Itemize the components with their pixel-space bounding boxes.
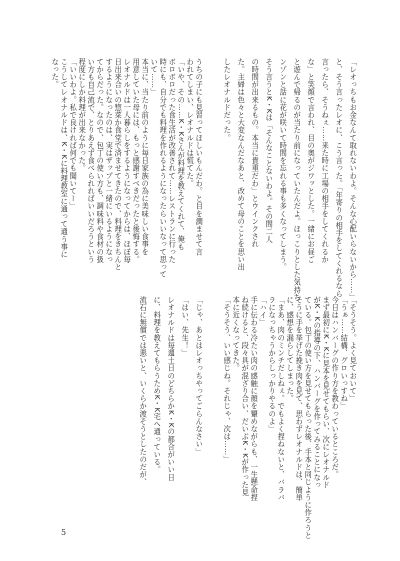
text-column: 日出来合いの惣菜か食堂で済ませてきたので、料理をきちんと [114,58,124,271]
text-column: 「レオっちもお金なんて取れないわよ。そんな心配いらないから……」 [349,58,359,302]
text-column: 「そうそう。よく見ておいて」 [349,296,359,403]
text-column: い方も自己流で、とりあえず食べられればいいだろうという [87,58,97,264]
text-column: に、感想を漏らしてしまった。 [286,296,296,403]
text-column: 「じゃ、あとはレオっちやってごらんなさい」 [195,296,205,456]
text-column: 「いや、その……K・Kさんが料理を教えてくれて、俺も [177,58,187,251]
text-column: こうしてレオナルドは、K・Kに料理教室に通って通う事に [60,58,70,259]
text-column: 今日はハンバーグの作り方を教わっているところだ。 [331,296,341,479]
text-column: ている。包丁の使い方を見せてもらった後、手本と同じように作ろうと [304,296,314,540]
text-column: 「いいわよ。私で良ければ何でも聞いてー」 [69,58,79,210]
text-column: 「まあ、肉のミンチだしねぇ。でもよく捏ねないと、バラバ [277,296,287,502]
text-column: な」と笑顔で言われ、目の奥がジワッとした。一緒にお昼ご [307,58,317,264]
text-column: われてしまい、レオナルドは慌てた。 [186,58,196,188]
text-column: そう言うとK・Kは「そんなことないわよ。その間二人 [265,58,275,244]
text-column: レオナルドは一人暮らしをするようになってからは、ほぼ毎 [123,58,133,264]
text-column: するようになったのは、実はザップと一緒にいるようになっ [105,58,115,264]
text-column: ね続けると、段々具が混ざり合い、だいぶK・Kが作った見 [241,296,251,497]
text-column: 「はい、先生！」 [181,296,191,357]
text-column: てからだった。なので、包丁の使い方も、調味料や食材の扱 [96,58,106,264]
text-column: 用意していた母には、もっと感謝すべきだったと後悔する。 [132,58,142,264]
page-number: 5 [61,528,67,537]
text-column: まず最初にK・Kに見本を見せてもらい、次にレオナルド [322,296,332,489]
text-column: た。主婦は色々と大変なんだなあと、改めて母のことを思い出 [237,58,247,271]
text-column: に、料理を教えてもらうためK・K宅へ通っている。 [153,296,163,474]
text-column: 言ったら、そうねぇ……来た時に工場の相手をしてくれるか [321,58,331,264]
text-column: ラになっちゃうからしっかりやるのよ」 [268,296,278,433]
text-column: うちの子にも見習ってほしいもんだわ。と目を潤ませて言 [195,58,205,256]
text-column: がK・Kの指導の下、ハンバーグを作ってみることになっ [313,296,323,489]
text-column: 「そうそう、いい感じね。それじゃ、次は……」 [223,296,233,464]
text-column: 時にも、自分でも料理を作れるようになったらいいなって思って [159,58,169,279]
text-column: いて……」 [150,58,160,96]
text-column: 本当に、当たり前のように毎日家族の為に美味しい食事を [141,58,151,256]
text-column: なった。 [51,58,61,89]
text-column: そうに手を挙げた挽き肉を見て、思わずレオナルドは、簡単 [295,296,305,502]
text-column: 「ハイ」 [259,296,269,327]
text-column: ボロボロだった食生活が改善されて……レストランに行った [168,58,178,264]
text-column: 本に近くなってきた。 [232,296,242,372]
text-column: 流石に無償では悪いと、いくらか渡そうとしたのだが、 [139,296,149,486]
text-column: したレオナルドだった。 [223,58,233,142]
text-column: の時間が出来るもの。本当に貴重だわ」とウインクされ [251,58,261,248]
text-column: と遊んで帰るのが当たり前になっていたんだよ。ほっこりとした気持ち [293,58,303,302]
text-column: と、そう言ったレオに、こう言った。「年寄りの相手をしてくれるなら [335,58,345,298]
text-column: レオナルドは毎週土日のどちらかK・Kの都合がいい日 [167,296,177,482]
text-column: 程度にしか料理が出来なかった。 [78,58,88,172]
text-column: ンゾンと話に花が咲いて時間を忘れる事も多くなってしまう。 [279,58,289,271]
text-column: 「うぁ……結構、グロいっすね」 [340,296,350,410]
text-column: 手に伝わる冷たい肉の感触に顔を顰めながらも、一生懸命捏 [250,296,260,502]
